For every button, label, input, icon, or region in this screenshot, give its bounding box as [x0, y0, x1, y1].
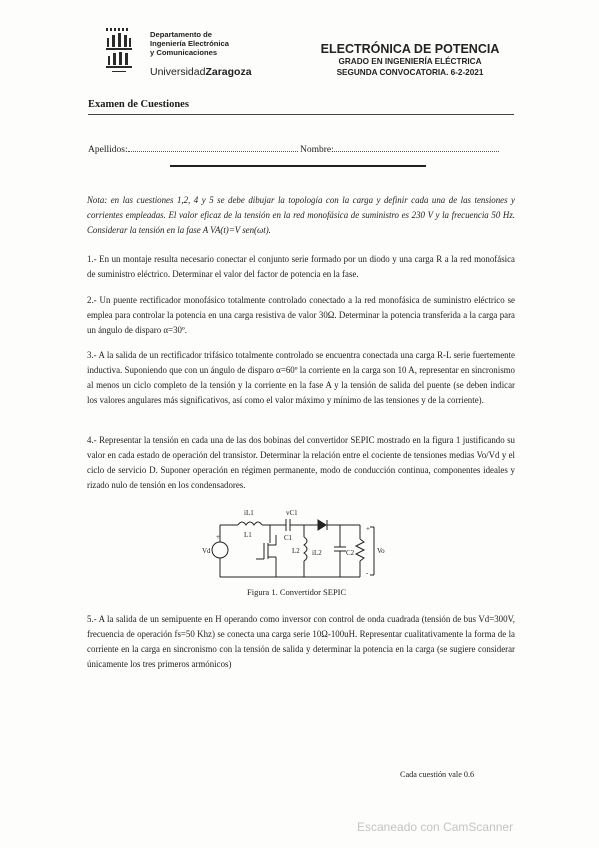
instructions-note: Nota: en las cuestiones 1,2, 4 y 5 se debe dibujar la topología con la carga y definir cada una de las tensiones y corrientes empleadas. El valor eficaz de la tensión en la red monofásica de suministro es 230 V y la frecuencia 50 Hz. Considerar la tensión en la fase A VA(t)=V sen(ωt).	[87, 195, 515, 235]
load-resistor	[356, 539, 364, 561]
name-label: Nombre:	[299, 145, 334, 155]
figure-caption: Figura 1. Convertidor SEPIC	[247, 587, 347, 597]
label-l2: L2	[292, 547, 300, 555]
label-vd: Vd	[202, 547, 211, 555]
label-vo-minus: -	[366, 569, 369, 577]
exam-header	[300, 42, 520, 78]
label-vo-plus: +	[366, 525, 370, 533]
separator-rule	[170, 165, 426, 167]
question-2: 2.- Un puente rectificador monofásico totalmente controlado conectado a la red monofásica de suministro eléctrico se emplea para controlar la potencia en una carga resistiva de valor 30Ω. Determinar la potencia transferida a la carga para un ángulo de disparo α=30º.	[87, 295, 515, 335]
label-il1: iL1	[244, 509, 254, 517]
label-vc1: vC1	[286, 509, 298, 517]
label-vo: Vo	[377, 547, 385, 555]
label-c2: C2	[346, 549, 355, 557]
question-5: 5.- A la salida de un semipuente en H operando como inversor con control de onda cuadrada (tensión de bus Vd=300V, frecuencia de operación fs=50 Khz) se conecta una carga serie 10Ω-100uH. Representar cualitativamente la forma de la corriente en la carga en sincronismo con la tensión de salida y determinar la potencia en la carga (se sugiere considerar únicamente los tres primeros armónicos)	[87, 614, 515, 669]
department-name	[150, 30, 229, 57]
degree-name: GRADO EN INGENIERÍA ELÉCTRICA	[338, 57, 482, 66]
question-3: 3.- A la salida de un rectificador trifásico totalmente controlado se encuentra conectada una carga R-L serie fuertemente inductiva. Suponiendo que con un ángulo de disparo α=60º la corriente en la carga son 10 A, representar en sincronismo al menos un ciclo completo de la tensión y la corriente en la fase A y la tensión de salida del puente (se deben indicar los valores angulares más significativos, así como el valor máximo y mínimo de las tensiones y de la corriente).	[87, 350, 515, 405]
label-il2: iL2	[312, 549, 322, 557]
title-divider	[88, 114, 514, 115]
diode	[318, 520, 326, 530]
inductor-l1	[238, 522, 262, 525]
dept-line-3: y Comunicaciones	[150, 48, 218, 57]
question-value-note: Cada cuestión vale 0.6	[400, 770, 475, 779]
university-crest-icon	[104, 26, 134, 76]
university-logo	[100, 22, 270, 80]
exam-session: SEGUNDA CONVOCATORIA. 6-2-2021	[336, 68, 484, 77]
surname-label: Apellidos:	[88, 145, 128, 155]
question-1: 1.- En un montaje resulta necesario conectar el conjunto serie formado por un diodo y una carga R a la red monofásica de suministro eléctrico. Determinar el valor del factor de potencia en la fase.	[87, 254, 515, 279]
question-4: 4.- Representar la tensión en cada una de las dos bobinas del convertidor SEPIC mostrado en la figura 1 justificando su valor en cada estado de operación del transistor. Determinar la relación entre el cociente de tensiones medias Vo/Vd y el ciclo de servicio D. Suponer operación en régimen permanente, modo de conducción continua, componentes ideales y rizado nulo de tensión en los condensadores.	[87, 435, 515, 490]
inductor-l2	[304, 537, 307, 561]
scanner-watermark: Escaneado con CamScanner	[357, 820, 514, 834]
source-symbol	[212, 542, 228, 558]
dept-line-2: Ingeniería Electrónica	[150, 39, 229, 48]
label-vd-plus: +	[216, 533, 220, 541]
label-l1: L1	[244, 531, 252, 539]
exam-title: Examen de Cuestiones	[88, 99, 189, 110]
university-name	[150, 66, 252, 78]
university-city: Zaragoza	[205, 66, 252, 78]
university-prefix: Universidad	[150, 66, 206, 78]
student-fields	[88, 142, 499, 155]
label-c1: C1	[284, 534, 293, 542]
name-field[interactable]	[334, 142, 499, 152]
dept-line-1: Departamento de	[150, 30, 213, 39]
sepic-circuit-diagram	[200, 505, 390, 585]
surname-field[interactable]	[128, 142, 298, 152]
course-title: ELECTRÓNICA DE POTENCIA	[320, 42, 500, 56]
